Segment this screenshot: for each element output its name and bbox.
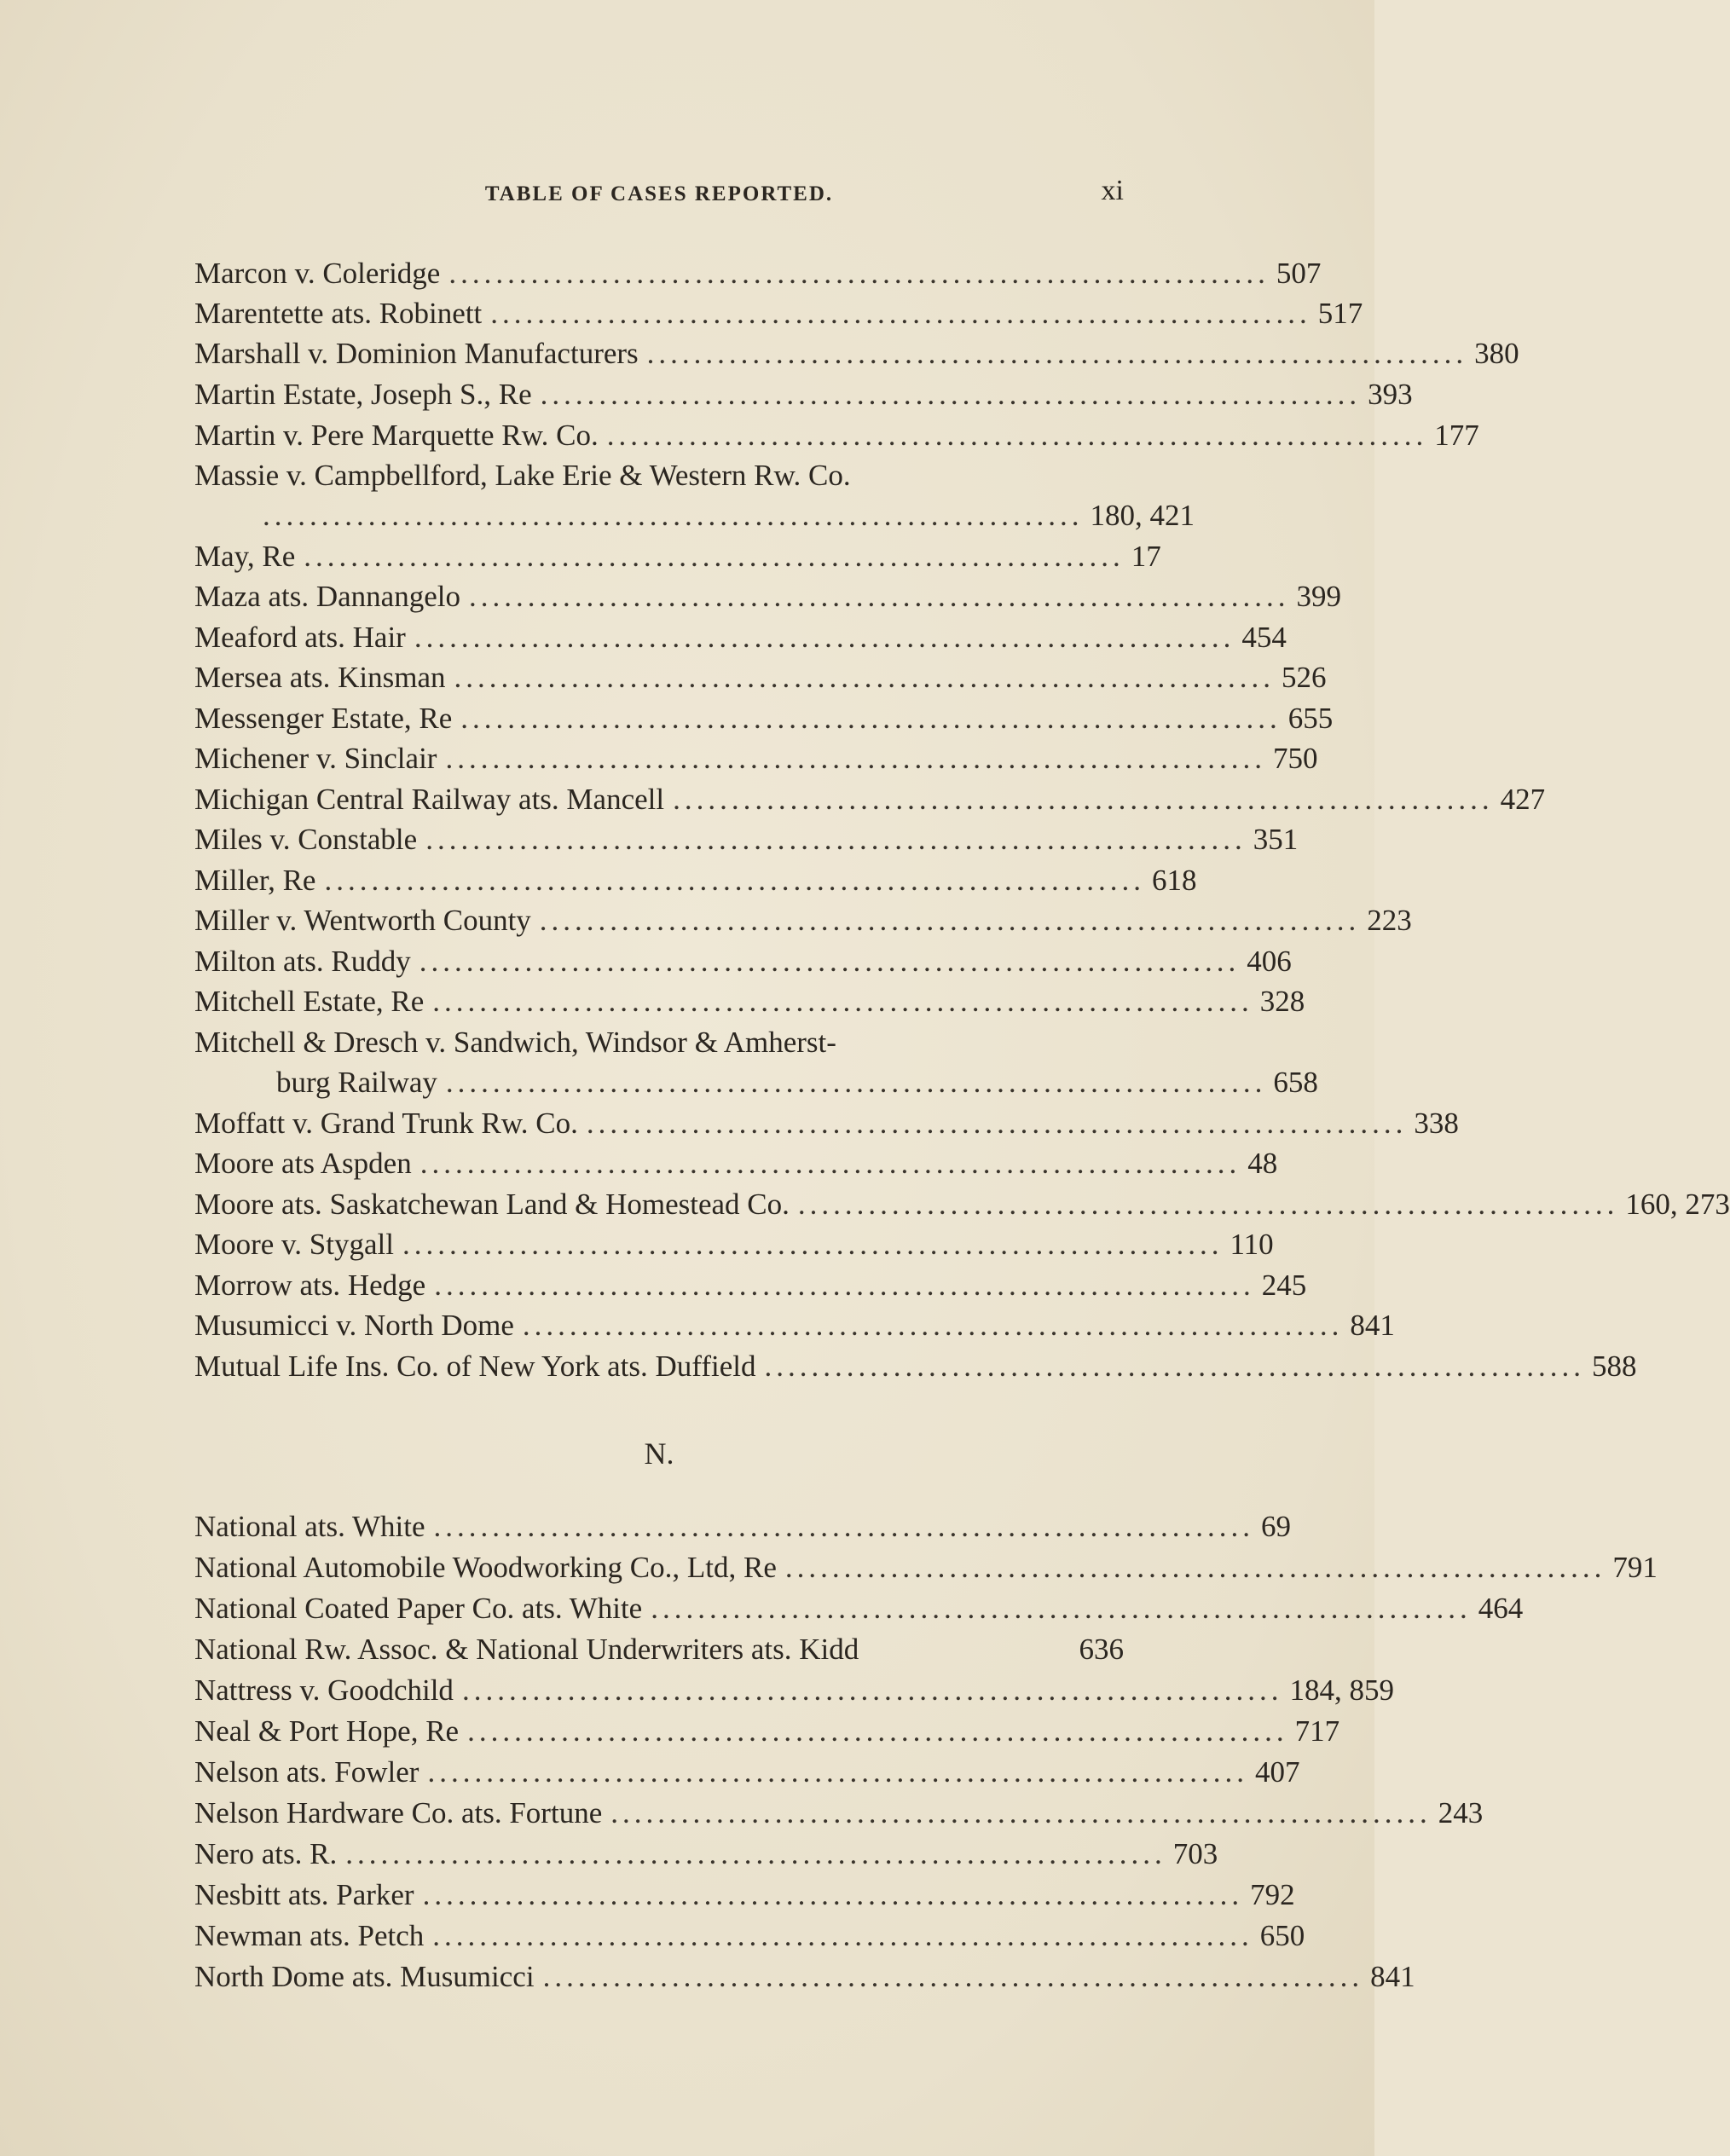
dot-leader: ......................................................................: [646, 337, 1468, 370]
page-reference: 517: [1317, 297, 1363, 330]
case-entry: [194, 1589, 1524, 1628]
page-reference: 464: [1478, 1592, 1524, 1625]
case-entry: [194, 739, 1318, 778]
dot-leader: ......................................................................: [304, 540, 1125, 573]
case-name: Newman ats. Petch: [194, 1919, 425, 1952]
running-header: [194, 177, 1124, 211]
case-name: Miller, Re: [194, 864, 316, 897]
page-reference: 792: [1250, 1878, 1295, 1911]
case-name: National ats. White: [194, 1510, 425, 1543]
case-name: Miles v. Constable: [194, 823, 418, 856]
dot-leader: ......................................................................: [461, 1673, 1283, 1707]
case-name: Moore ats. Saskatchewan Land & Homestead Co.: [194, 1188, 790, 1221]
case-name: Marentette ats. Robinett: [194, 297, 483, 330]
page-reference: 223: [1367, 904, 1412, 937]
case-entry: [194, 618, 1287, 657]
page-reference: 618: [1151, 864, 1197, 897]
case-entry: [194, 901, 1412, 940]
case-name: Musumicci v. North Dome: [194, 1309, 514, 1342]
dot-leader: ......................................................................: [414, 621, 1235, 654]
case-entry: [194, 1957, 1415, 1997]
dot-leader: ......................................................................: [419, 1147, 1241, 1180]
dot-leader: ......................................................................: [425, 823, 1247, 856]
case-name: North Dome ats. Musumicci: [194, 1960, 535, 1993]
case-entry: [194, 1794, 1484, 1833]
case-entry: [194, 780, 1546, 819]
case-name: Moore ats Aspden: [194, 1147, 412, 1180]
dot-leader: ......................................................................: [448, 257, 1270, 290]
case-entry: [194, 1712, 1340, 1751]
page-reference: 841: [1350, 1309, 1395, 1342]
case-entry: [194, 861, 1197, 900]
page-reference: 351: [1253, 823, 1299, 856]
dot-leader: ......................................................................: [432, 1919, 1253, 1952]
page-reference: 69: [1261, 1510, 1292, 1543]
case-name: National Coated Paper Co. ats. White: [194, 1592, 643, 1625]
case-entry: [194, 334, 1519, 373]
case-entry: [194, 375, 1413, 414]
page-reference: 650: [1259, 1919, 1305, 1952]
page-reference: 48: [1247, 1147, 1278, 1180]
case-name: Nero ats. R.: [194, 1837, 338, 1870]
case-entry: [194, 982, 1305, 1021]
dot-leader: ......................................................................: [445, 742, 1266, 775]
case-name: Morrow ats. Hedge: [194, 1269, 426, 1302]
case-name: National Rw. Assoc. & National Underwriters ats. Kidd: [194, 1633, 859, 1666]
dot-leader: ......................................................................: [434, 1269, 1255, 1302]
case-entry: [194, 1916, 1305, 1956]
page-reference: 703: [1172, 1837, 1218, 1870]
case-name: Messenger Estate, Re: [194, 702, 453, 735]
dot-leader: ......................................................................: [540, 378, 1362, 411]
case-name: Meaford ats. Hair: [194, 621, 406, 654]
dot-leader: ......................................................................: [419, 945, 1241, 978]
running-title: TABLE OF CASES REPORTED.: [484, 182, 834, 205]
dot-leader: ......................................................................: [422, 1878, 1244, 1911]
dot-leader: ......................................................................: [606, 419, 1428, 452]
case-name: Maza ats. Dannangelo: [194, 580, 460, 613]
page-reference: 338: [1414, 1107, 1459, 1140]
page-reference: 245: [1261, 1269, 1307, 1302]
case-name: Michigan Central Railway ats. Mancell: [194, 783, 665, 816]
page-reference: 399: [1296, 580, 1341, 613]
page-reference: 427: [1500, 783, 1546, 816]
dot-leader: ......................................................................: [797, 1188, 1619, 1221]
page-reference: 841: [1370, 1960, 1415, 1993]
dot-leader: ......................................................................: [324, 864, 1145, 897]
dot-leader: ......................................................................: [432, 985, 1253, 1018]
case-entry: [194, 1023, 1124, 1062]
case-name: Michener v. Sinclair: [194, 742, 437, 775]
page-reference: 17: [1131, 540, 1161, 573]
page-reference: 243: [1438, 1796, 1484, 1829]
case-name: Mutual Life Ins. Co. of New York ats. Duffield: [194, 1350, 756, 1383]
dot-leader: ......................................................................: [784, 1551, 1606, 1584]
case-name: Massie v. Campbellford, Lake Erie & Western Rw. Co.: [194, 459, 851, 492]
page-reference: 658: [1273, 1066, 1318, 1099]
case-entry: [194, 1225, 1274, 1264]
case-name: Mitchell & Dresch v. Sandwich, Windsor & Amherst-: [194, 1026, 836, 1059]
dot-leader: ......................................................................: [586, 1107, 1408, 1140]
case-name: National Automobile Woodworking Co., Ltd, Re: [194, 1551, 777, 1584]
case-name: Nattress v. Goodchild: [194, 1673, 454, 1707]
page-reference: 454: [1241, 621, 1287, 654]
dot-leader: ......................................................................: [433, 1510, 1255, 1543]
case-name: Mersea ats. Kinsman: [194, 661, 446, 694]
dot-leader: ......................................................................: [445, 1066, 1267, 1099]
case-entry: [194, 254, 1322, 293]
case-entry: [194, 820, 1299, 859]
case-name: Moore v. Stygall: [194, 1228, 394, 1261]
case-entry: [194, 699, 1334, 738]
case-name: Milton ats. Ruddy: [194, 945, 411, 978]
folio-page-number: xi: [1101, 175, 1124, 206]
case-entry: [194, 1630, 1124, 1669]
case-entry: [194, 1876, 1295, 1915]
case-entry: [194, 1185, 1730, 1224]
dot-leader: ......................................................................: [539, 904, 1361, 937]
case-entry: [194, 1507, 1292, 1546]
case-entry: [194, 1347, 1637, 1386]
case-entry: [194, 942, 1292, 981]
case-name: Neal & Port Hope, Re: [194, 1714, 460, 1748]
dot-leader: ......................................................................: [402, 1228, 1224, 1261]
dot-leader: ......................................................................: [651, 1592, 1472, 1625]
case-entry-continuation: [194, 496, 1195, 535]
case-entry: [194, 1548, 1658, 1587]
case-entry: [194, 1266, 1307, 1305]
page-reference: 407: [1254, 1755, 1300, 1789]
dot-leader: ......................................................................: [490, 297, 1311, 330]
dot-leader: ......................................................................: [460, 702, 1282, 735]
page-reference: 110: [1230, 1228, 1274, 1261]
page-reference: 406: [1247, 945, 1292, 978]
case-entry: [194, 1753, 1300, 1792]
case-entry: [194, 537, 1161, 576]
case-name: burg Railway: [276, 1066, 437, 1099]
page-reference: 184, 859: [1289, 1673, 1394, 1707]
dot-leader: ......................................................................: [263, 499, 1084, 532]
page-reference: 588: [1591, 1350, 1637, 1383]
case-entry: [194, 658, 1327, 697]
dot-leader: ......................................................................: [764, 1350, 1585, 1383]
page-reference: 380: [1474, 337, 1519, 370]
case-entry: [194, 416, 1479, 455]
page-reference: 636: [1079, 1633, 1124, 1666]
case-name: Nelson Hardware Co. ats. Fortune: [194, 1796, 603, 1829]
page-reference: 750: [1272, 742, 1318, 775]
dot-leader: ......................................................................: [542, 1960, 1364, 1993]
page-reference: 526: [1282, 661, 1327, 694]
case-name: Miller v. Wentworth County: [194, 904, 531, 937]
case-entry: [194, 1144, 1278, 1183]
case-entry-continuation: [194, 1063, 1318, 1102]
page-reference: 791: [1612, 1551, 1658, 1584]
page-reference: 717: [1294, 1714, 1340, 1748]
case-name: Marshall v. Dominion Manufacturers: [194, 337, 639, 370]
dot-leader: ......................................................................: [522, 1309, 1344, 1342]
case-entry: [194, 1835, 1218, 1874]
case-entry: [194, 1306, 1395, 1345]
section-heading-n: N.: [644, 1436, 674, 1471]
case-name: Nelson ats. Fowler: [194, 1755, 419, 1789]
case-entry: [194, 577, 1341, 616]
page-reference: 180, 421: [1090, 499, 1195, 532]
case-name: Mitchell Estate, Re: [194, 985, 425, 1018]
case-name: Martin v. Pere Marquette Rw. Co.: [194, 419, 599, 452]
dot-leader: ......................................................................: [673, 783, 1494, 816]
page-reference: 328: [1259, 985, 1305, 1018]
case-name: Nesbitt ats. Parker: [194, 1878, 414, 1911]
page-reference: 507: [1276, 257, 1322, 290]
case-entry: [194, 294, 1363, 333]
case-name: Martin Estate, Joseph S., Re: [194, 378, 532, 411]
case-name: May, Re: [194, 540, 296, 573]
page-reference: 655: [1287, 702, 1334, 735]
dot-leader: ......................................................................: [345, 1837, 1166, 1870]
page-reference: 177: [1434, 419, 1479, 452]
page-reference: 393: [1368, 378, 1413, 411]
dot-leader: ......................................................................: [610, 1796, 1432, 1829]
dot-leader: ......................................................................: [468, 580, 1290, 613]
dot-leader: ......................................................................: [467, 1714, 1288, 1748]
case-entry: [194, 1671, 1394, 1710]
case-entry: [194, 1104, 1459, 1143]
case-entry: [194, 456, 1124, 495]
case-name: Marcon v. Coleridge: [194, 257, 441, 290]
case-name: Moffatt v. Grand Trunk Rw. Co.: [194, 1107, 578, 1140]
dot-leader: ......................................................................: [427, 1755, 1248, 1789]
page-reference: 160, 273: [1625, 1188, 1730, 1221]
dot-leader: ......................................................................: [454, 661, 1276, 694]
